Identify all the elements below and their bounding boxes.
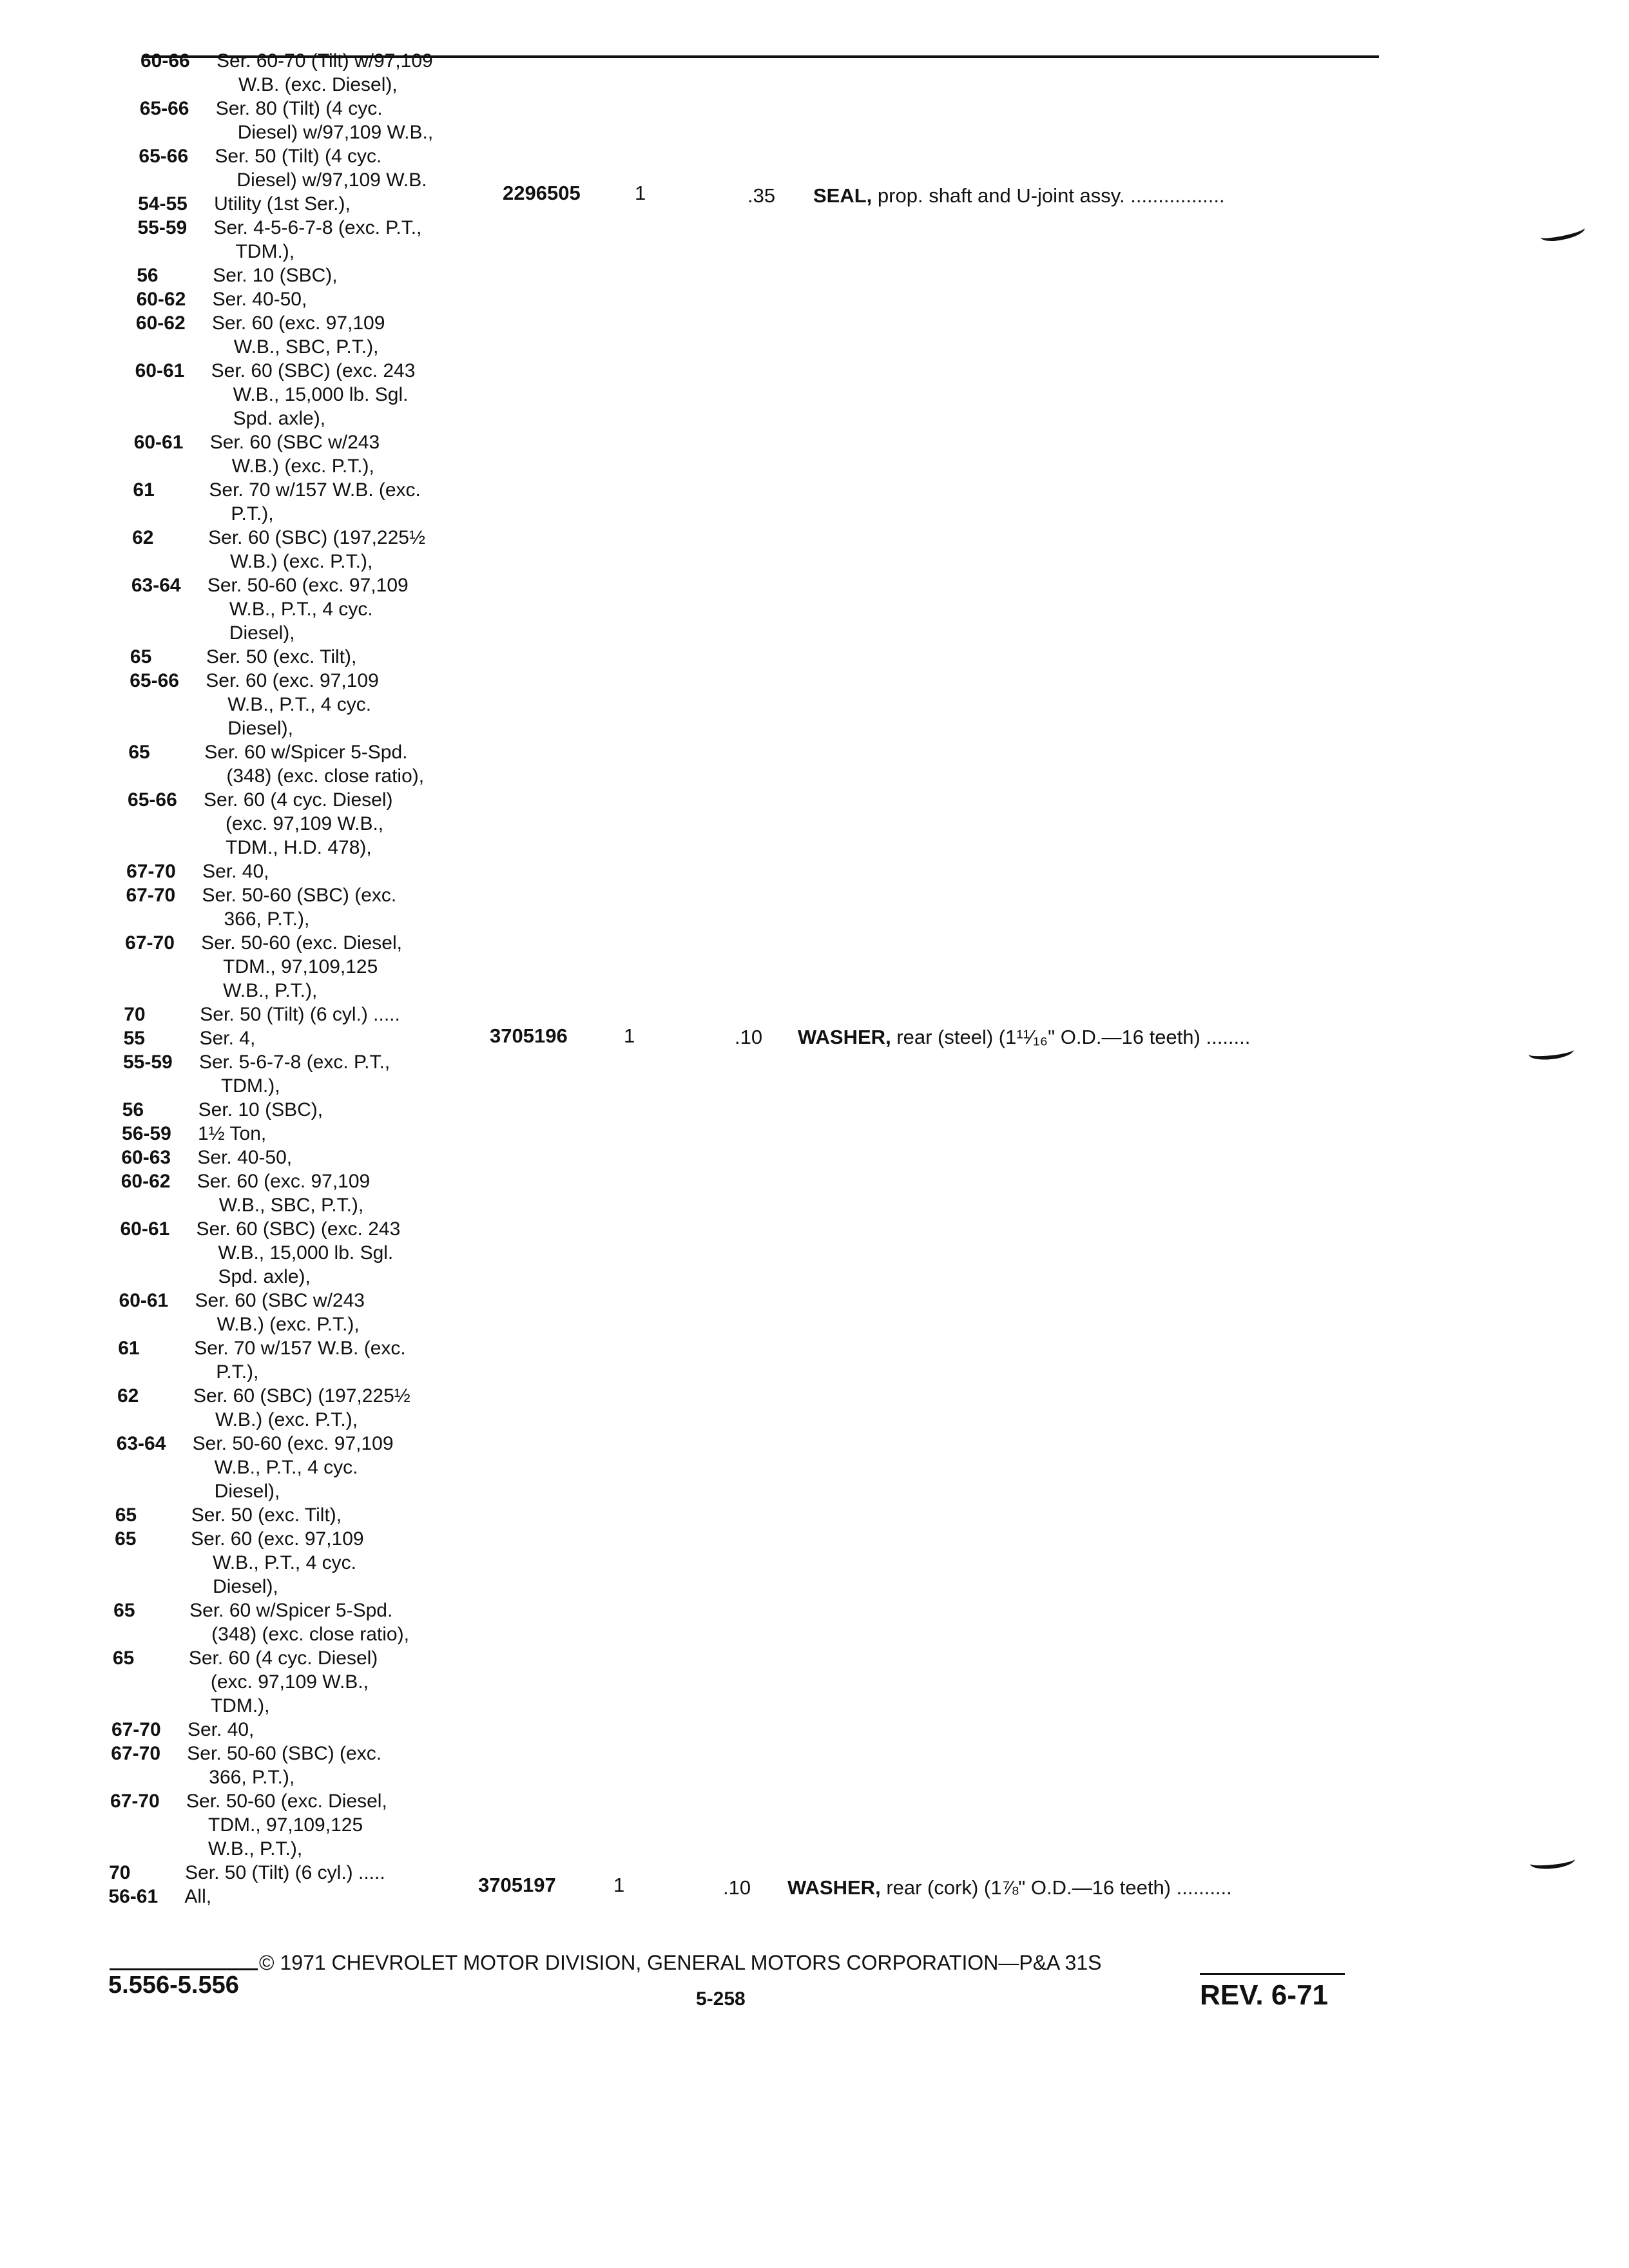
part-number: 3705196 bbox=[490, 1024, 568, 1047]
description-line: P.T.), bbox=[216, 1361, 259, 1383]
description-line: Spd. axle), bbox=[218, 1266, 311, 1287]
part-description bbox=[813, 184, 1225, 207]
model-years: 65 bbox=[128, 742, 150, 763]
application-description bbox=[201, 931, 402, 1003]
description-line: Ser. 60 (exc. 97,109 bbox=[211, 312, 385, 334]
description-line: Ser. 60 (SBC w/243 bbox=[209, 432, 380, 453]
part-name: SEAL, bbox=[813, 184, 872, 207]
description-line: Ser. 50-60 (exc. Diesel, bbox=[201, 932, 402, 954]
application-description bbox=[197, 1169, 371, 1217]
model-years: 65 bbox=[115, 1528, 137, 1550]
model-years: 56-61 bbox=[108, 1886, 159, 1907]
model-years: 56 bbox=[122, 1099, 144, 1120]
model-years: 55 bbox=[123, 1028, 145, 1049]
model-years: 65 bbox=[115, 1504, 137, 1526]
description-line: Ser. 60 (SBC) (197,225½ bbox=[208, 527, 425, 548]
model-years: 67-70 bbox=[110, 1791, 160, 1812]
description-line: W.B.) (exc. P.T.), bbox=[217, 1314, 360, 1335]
application-description bbox=[185, 1861, 385, 1885]
model-years: 67-70 bbox=[126, 885, 176, 906]
application-description bbox=[216, 97, 433, 144]
description-line: Ser. 50 (Tilt) (4 cyc. bbox=[215, 146, 382, 167]
application-description bbox=[189, 1646, 378, 1718]
description-line: Ser. 10 (SBC), bbox=[198, 1099, 323, 1120]
application-description bbox=[213, 264, 337, 287]
description-line: W.B., P.T., 4 cyc. bbox=[229, 599, 373, 620]
model-years: 60-61 bbox=[120, 1218, 170, 1240]
description-line: Ser. 50 (Tilt) (6 cyl.) ..... bbox=[185, 1862, 385, 1883]
model-years: 60-62 bbox=[136, 289, 186, 310]
model-years: 65-66 bbox=[128, 789, 177, 811]
model-years: 65-66 bbox=[139, 146, 189, 167]
application-description bbox=[193, 1432, 394, 1503]
price: .10 bbox=[723, 1876, 751, 1899]
part-number: 2296505 bbox=[503, 182, 581, 204]
model-years: 60-61 bbox=[133, 432, 184, 453]
description-line: All, bbox=[184, 1886, 212, 1907]
description-line: Ser. 10 (SBC), bbox=[213, 265, 338, 286]
model-years: 60-61 bbox=[135, 360, 185, 381]
description-line: Spd. axle), bbox=[233, 408, 326, 429]
price: .10 bbox=[735, 1026, 763, 1048]
description-line: W.B., SBC, P.T.), bbox=[233, 336, 379, 358]
application-description bbox=[198, 1098, 323, 1122]
application-description bbox=[194, 1336, 405, 1384]
model-years: 56-59 bbox=[122, 1123, 171, 1144]
description-line: W.B., P.T., 4 cyc. bbox=[214, 1457, 358, 1478]
price: .35 bbox=[747, 184, 776, 207]
application-description bbox=[186, 1789, 387, 1861]
model-years: 60-62 bbox=[120, 1171, 171, 1192]
application-description bbox=[200, 1003, 400, 1026]
model-years: 65 bbox=[112, 1648, 135, 1669]
quantity: 1 bbox=[624, 1024, 635, 1047]
page-number: 5-258 bbox=[696, 1988, 746, 2010]
application-description bbox=[211, 359, 416, 430]
description-line: Ser. 50 (exc. Tilt), bbox=[206, 646, 357, 668]
application-description bbox=[191, 1527, 364, 1599]
quantity: 1 bbox=[635, 182, 646, 204]
description-line: P.T.), bbox=[231, 503, 274, 524]
model-years: 55-59 bbox=[137, 217, 188, 238]
application-description bbox=[191, 1503, 342, 1527]
description-line: Ser. 60 (exc. 97,109 bbox=[197, 1171, 371, 1192]
description-line: (348) (exc. close ratio), bbox=[211, 1624, 409, 1645]
copyright-line: © 1971 CHEVROLET MOTOR DIVISION, GENERAL MOTORS CORPORATION—P&A 31S bbox=[259, 1951, 1102, 1974]
description-line: TDM.), bbox=[220, 1075, 280, 1097]
margin-tick-mark bbox=[1539, 221, 1586, 244]
model-years: 70 bbox=[124, 1004, 146, 1025]
section-number: 5.556-5.556 bbox=[108, 1972, 239, 1999]
description-line: Ser. 60 w/Spicer 5-Spd. bbox=[189, 1600, 393, 1621]
application-description bbox=[193, 1384, 410, 1432]
application-description bbox=[217, 49, 433, 97]
model-years: 63-64 bbox=[116, 1433, 166, 1454]
model-years: 60-63 bbox=[121, 1147, 171, 1168]
description-line: 366, P.T.), bbox=[224, 908, 310, 930]
footer-rule-left bbox=[110, 1968, 258, 1970]
description-line: Diesel), bbox=[213, 1576, 278, 1597]
description-line: Ser. 40, bbox=[187, 1719, 255, 1740]
application-description bbox=[188, 1718, 254, 1742]
description-line: W.B.) (exc. P.T.), bbox=[231, 456, 374, 477]
model-years: 62 bbox=[132, 527, 154, 548]
application-description bbox=[198, 1122, 266, 1146]
dot-leader: ........ bbox=[1206, 1026, 1251, 1048]
application-description bbox=[213, 216, 421, 264]
footer-rule-right bbox=[1200, 1973, 1345, 1975]
model-years: 60-61 bbox=[119, 1290, 169, 1311]
revision-label: REV. 6-71 bbox=[1200, 1979, 1328, 2011]
application-description bbox=[202, 883, 396, 931]
description-line: Ser. 60 (SBC) (exc. 243 bbox=[211, 360, 416, 381]
model-years: 67-70 bbox=[126, 861, 176, 882]
application-description bbox=[199, 1050, 390, 1098]
description-line: Ser. 40-50, bbox=[197, 1147, 293, 1168]
description-line: Ser. 50-60 (exc. 97,109 bbox=[192, 1433, 394, 1454]
part-detail: rear (steel) (1¹¹⁄₁₆" O.D.—16 teeth) bbox=[896, 1026, 1200, 1048]
margin-tick-mark bbox=[1528, 1043, 1574, 1061]
application-description bbox=[212, 311, 385, 359]
model-years: 67-70 bbox=[125, 932, 175, 954]
description-line: (exc. 97,109 W.B., bbox=[210, 1671, 369, 1693]
description-line: W.B., 15,000 lb. Sgl. bbox=[233, 384, 409, 405]
application-description bbox=[209, 478, 420, 526]
quantity: 1 bbox=[613, 1874, 625, 1896]
dot-leader: .......... bbox=[1176, 1876, 1232, 1899]
description-line: Diesel), bbox=[214, 1481, 280, 1502]
description-line: W.B., P.T.), bbox=[223, 980, 318, 1001]
application-description bbox=[196, 1217, 400, 1289]
description-line: Ser. 60 (SBC) (197,225½ bbox=[193, 1385, 410, 1407]
part-name: WASHER, bbox=[787, 1876, 881, 1899]
description-line: W.B., SBC, P.T.), bbox=[218, 1195, 364, 1216]
description-line: TDM.), bbox=[235, 241, 295, 262]
model-years: 65 bbox=[130, 646, 152, 668]
description-line: Diesel) w/97,109 W.B., bbox=[237, 122, 434, 143]
application-description bbox=[197, 1146, 292, 1169]
application-description bbox=[202, 860, 269, 883]
description-line: W.B., 15,000 lb. Sgl. bbox=[218, 1242, 394, 1264]
description-line: W.B.) (exc. P.T.), bbox=[215, 1409, 358, 1430]
model-years: 61 bbox=[133, 479, 155, 501]
model-years: 67-70 bbox=[111, 1743, 161, 1764]
description-line: Ser. 50-60 (exc. 97,109 bbox=[207, 575, 409, 596]
description-line: Ser. 40, bbox=[202, 861, 269, 882]
description-line: 1½ Ton, bbox=[198, 1123, 267, 1144]
description-line: (exc. 97,109 W.B., bbox=[226, 813, 384, 834]
description-line: TDM., 97,109,125 bbox=[223, 956, 378, 977]
model-years: 55-59 bbox=[122, 1052, 173, 1073]
part-description bbox=[798, 1026, 1250, 1049]
model-years: 67-70 bbox=[111, 1719, 161, 1740]
description-line: Ser. 50-60 (SBC) (exc. bbox=[187, 1743, 382, 1764]
application-description bbox=[187, 1742, 381, 1789]
application-description bbox=[213, 287, 307, 311]
description-line: Ser. 70 w/157 W.B. (exc. bbox=[194, 1338, 406, 1359]
description-line: Ser. 60 (exc. 97,109 bbox=[206, 670, 379, 691]
part-description bbox=[787, 1876, 1232, 1899]
description-line: Ser. 4-5-6-7-8 (exc. P.T., bbox=[213, 217, 422, 238]
description-line: Ser. 50-60 (SBC) (exc. bbox=[202, 885, 397, 906]
description-line: TDM., 97,109,125 bbox=[208, 1814, 363, 1836]
description-line: W.B.) (exc. P.T.), bbox=[230, 551, 373, 572]
description-line: Ser. 4, bbox=[199, 1028, 256, 1049]
description-line: Ser. 60 (SBC) (exc. 243 bbox=[196, 1218, 401, 1240]
description-line: Ser. 60 (SBC w/243 bbox=[195, 1290, 365, 1311]
model-years: 63-64 bbox=[131, 575, 181, 596]
description-line: Ser. 40-50, bbox=[212, 289, 307, 310]
description-line: Diesel) w/97,109 W.B. bbox=[236, 169, 427, 191]
description-line: Ser. 70 w/157 W.B. (exc. bbox=[209, 479, 421, 501]
application-description bbox=[208, 526, 425, 573]
model-years: 60-66 bbox=[140, 50, 190, 72]
part-detail: rear (cork) (1⅞" O.D.—16 teeth) bbox=[886, 1876, 1171, 1899]
description-line: Ser. 60 w/Spicer 5-Spd. bbox=[204, 742, 408, 763]
application-description bbox=[214, 192, 351, 216]
model-years: 54-55 bbox=[138, 193, 188, 215]
description-line: 366, P.T.), bbox=[209, 1767, 295, 1788]
description-line: Ser. 80 (Tilt) (4 cyc. bbox=[215, 98, 383, 119]
description-line: TDM., H.D. 478), bbox=[226, 837, 372, 858]
application-description bbox=[189, 1599, 409, 1646]
description-line: Ser. 5-6-7-8 (exc. P.T., bbox=[198, 1052, 390, 1073]
description-line: Ser. 60 (4 cyc. Diesel) bbox=[188, 1648, 378, 1669]
description-line: W.B., P.T., 4 cyc. bbox=[227, 694, 372, 715]
application-description bbox=[206, 669, 379, 740]
application-description bbox=[184, 1885, 211, 1908]
model-years: 65-66 bbox=[130, 670, 179, 691]
description-line: TDM.), bbox=[210, 1695, 270, 1716]
application-description bbox=[204, 740, 424, 788]
description-line: (348) (exc. close ratio), bbox=[226, 765, 425, 787]
model-years: 60-62 bbox=[135, 312, 186, 334]
description-line: Ser. 60-70 (Tilt) w/97,109 bbox=[217, 50, 433, 72]
model-years: 56 bbox=[137, 265, 159, 286]
application-description bbox=[204, 788, 392, 860]
application-description bbox=[207, 573, 409, 645]
description-line: Diesel), bbox=[227, 718, 293, 739]
description-line: Diesel), bbox=[229, 622, 295, 644]
description-line: Ser. 50 (Tilt) (6 cyl.) ..... bbox=[200, 1004, 400, 1025]
description-line: W.B., P.T.), bbox=[208, 1838, 303, 1860]
description-line: Ser. 50-60 (exc. Diesel, bbox=[186, 1791, 387, 1812]
dot-leader: ................. bbox=[1130, 184, 1225, 207]
model-years: 70 bbox=[109, 1862, 131, 1883]
description-line: W.B. (exc. Diesel), bbox=[238, 74, 398, 95]
application-description bbox=[200, 1026, 256, 1050]
application-description bbox=[210, 430, 380, 478]
model-years: 65-66 bbox=[139, 98, 189, 119]
description-line: Ser. 60 (4 cyc. Diesel) bbox=[204, 789, 393, 811]
application-description bbox=[206, 645, 356, 669]
model-years: 61 bbox=[118, 1338, 140, 1359]
description-line: Ser. 60 (exc. 97,109 bbox=[191, 1528, 364, 1550]
part-name: WASHER, bbox=[798, 1026, 891, 1048]
model-years: 65 bbox=[113, 1600, 135, 1621]
description-line: Ser. 50 (exc. Tilt), bbox=[191, 1504, 342, 1526]
margin-tick-mark bbox=[1529, 1852, 1576, 1870]
part-number: 3705197 bbox=[478, 1874, 556, 1896]
description-line: W.B., P.T., 4 cyc. bbox=[213, 1552, 356, 1573]
application-description bbox=[215, 144, 427, 192]
part-detail: prop. shaft and U-joint assy. bbox=[877, 184, 1125, 207]
application-description bbox=[195, 1289, 365, 1336]
model-years: 62 bbox=[117, 1385, 139, 1407]
description-line: Utility (1st Ser.), bbox=[214, 193, 351, 215]
